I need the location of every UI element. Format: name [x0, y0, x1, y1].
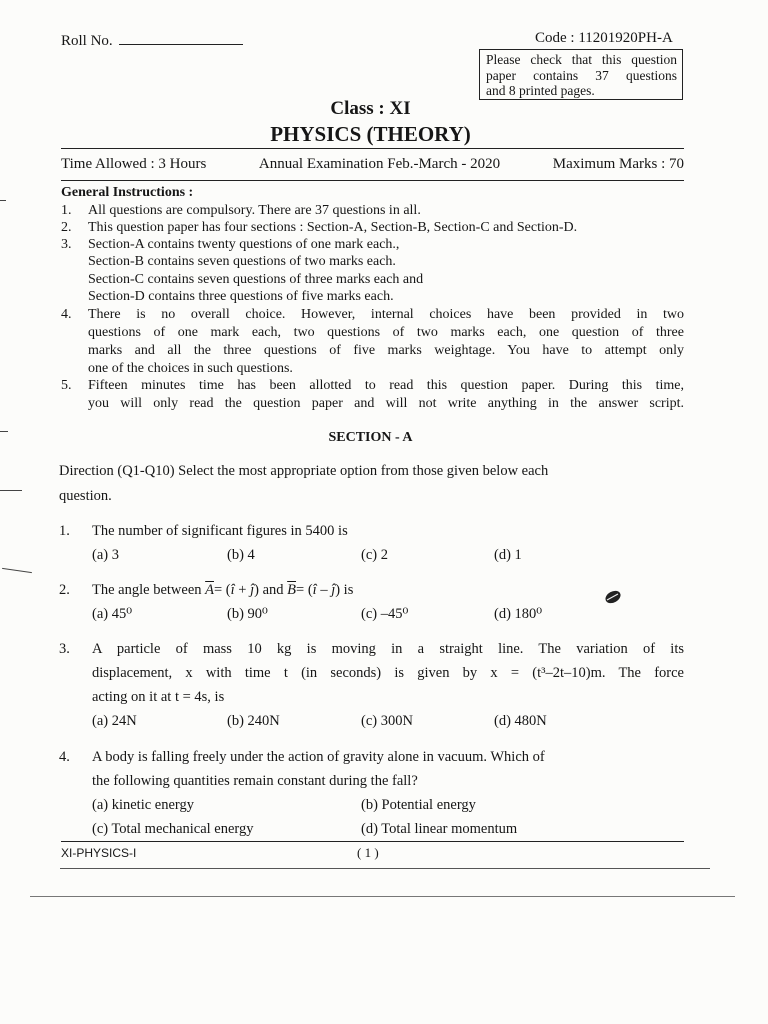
option-c: (c) 2 [361, 547, 388, 563]
instruction-text: questions of one mark each, two questions of two marks each, one question of three [88, 325, 684, 340]
question-text: The number of significant figures in 5400 is [92, 523, 348, 539]
paper-code: Code : 11201920PH-A [535, 30, 673, 46]
instruction-text: Section-D contains three questions of five marks each. [88, 289, 394, 304]
equals-open: = ( [214, 582, 231, 598]
check-note-box [479, 49, 683, 100]
option-b: (b) 4 [227, 547, 255, 563]
question-number: 3. [59, 641, 70, 657]
instruction-number: 2. [61, 220, 72, 235]
option-a: (a) 45⁰ [92, 606, 133, 622]
plus-sign: + [234, 582, 251, 598]
option-b: (b) 90⁰ [227, 606, 268, 622]
unit-vector-i: î [230, 582, 235, 598]
maximum-marks: Maximum Marks : 70 [552, 156, 684, 172]
question-text: acting on it at t = 4s, is [92, 689, 225, 705]
close-and: ) and [254, 582, 284, 598]
margin-mark [0, 490, 22, 491]
section-a-title: SECTION - A [328, 430, 413, 445]
option-a: (a) kinetic energy [92, 797, 194, 813]
vector-b-symbol: $\overline{B}$ [287, 582, 297, 598]
question-number: 1. [59, 523, 70, 539]
question-text: displacement, x with time t (in seconds) is given by x = (t³–2t–10)m. The force [92, 665, 684, 681]
question-text-lead: The angle between [92, 582, 202, 598]
option-d: (d) 1 [494, 547, 522, 563]
instruction-text: All questions are compulsory. There are 37 questions in all. [88, 203, 421, 218]
question-text: the following quantities remain constant during the fall? [92, 773, 418, 789]
instruction-text: marks and all the three questions of five marks weightage. You have to attempt only [88, 343, 684, 358]
vector-a-symbol: $\overline{A}$ [205, 582, 214, 598]
minus-sign: – [316, 582, 332, 598]
equals-open: = ( [296, 582, 313, 598]
question-text: A particle of mass 10 kg is moving in a straight line. The variation of its [92, 641, 684, 657]
instruction-number: 1. [61, 203, 72, 218]
option-b: (b) 240N [227, 713, 280, 729]
option-d: (d) Total linear momentum [361, 821, 518, 837]
instruction-text: There is no overall choice. However, internal choices have been provided in two [88, 307, 684, 322]
question-number: 4. [59, 749, 70, 765]
unit-vector-i: î [312, 582, 317, 598]
section-a-direction: question. [59, 488, 112, 504]
time-allowed: Time Allowed : 3 Hours [61, 156, 207, 172]
question-number: 2. [59, 582, 70, 598]
margin-mark [0, 200, 6, 201]
check-note-line: and 8 printed pages. [486, 83, 595, 98]
option-c: (c) –45⁰ [361, 606, 409, 622]
instruction-text: This question paper has four sections : Section-A, Section-B, Section-C and Section-D. [88, 220, 578, 235]
exam-info-row [61, 155, 684, 173]
option-d: (d) 480N [494, 713, 547, 729]
instruction-text: Section-B contains seven questions of two marks each. [88, 254, 396, 269]
instruction-number: 3. [61, 237, 72, 252]
instruction-number: 4. [61, 307, 72, 322]
margin-mark [0, 431, 8, 432]
instruction-number: 5. [61, 378, 72, 393]
roll-number-field [61, 31, 243, 50]
roll-label: Roll No. [61, 33, 113, 49]
header-rule-bottom [61, 180, 684, 181]
footer-paper-code: XI-PHYSICS-I [61, 846, 137, 860]
header-rule-top [61, 148, 684, 149]
instructions-heading: General Instructions : [61, 185, 194, 200]
unit-vector-j: ĵ [250, 582, 255, 598]
option-c: (c) Total mechanical energy [92, 821, 254, 837]
check-note-line: paper contains 37 questions [486, 67, 677, 83]
option-d: (d) 180⁰ [494, 606, 543, 622]
roll-number-blank [119, 31, 243, 45]
margin-mark [2, 568, 32, 573]
option-c: (c) 300N [361, 713, 413, 729]
option-b: (b) Potential energy [361, 797, 476, 813]
instruction-text: Section-C contains seven questions of three marks each and [88, 272, 424, 287]
instruction-text: one of the choices in such questions. [88, 361, 293, 376]
option-a: (a) 3 [92, 547, 119, 563]
exam-name: Annual Examination Feb.-March - 2020 [258, 156, 501, 172]
close-is: ) is [335, 582, 354, 598]
question-text: A body is falling freely under the action of gravity alone in vacuum. Which of [92, 749, 545, 765]
unit-vector-j: ĵ [331, 582, 336, 598]
scan-edge-line [60, 868, 710, 869]
question-text [92, 581, 353, 599]
scan-edge-line [30, 896, 735, 897]
instruction-text: you will only read the question paper and will not write anything in the answer script. [88, 396, 684, 411]
class-title: Class : XI [330, 98, 411, 119]
instruction-text: Section-A contains twenty questions of one mark each., [88, 237, 400, 252]
option-a: (a) 24N [92, 713, 137, 729]
subject-title: PHYSICS (THEORY) [270, 122, 471, 146]
ink-smudge-icon [602, 588, 624, 606]
section-a-direction: Direction (Q1-Q10) Select the most appropriate option from those given below each [59, 463, 549, 479]
instruction-text: Fifteen minutes time has been allotted to read this question paper. During this time, [88, 378, 684, 393]
footer-page-number: ( 1 ) [357, 845, 379, 860]
footer-rule [61, 841, 684, 842]
check-note-line: Please check that this question [486, 52, 677, 67]
